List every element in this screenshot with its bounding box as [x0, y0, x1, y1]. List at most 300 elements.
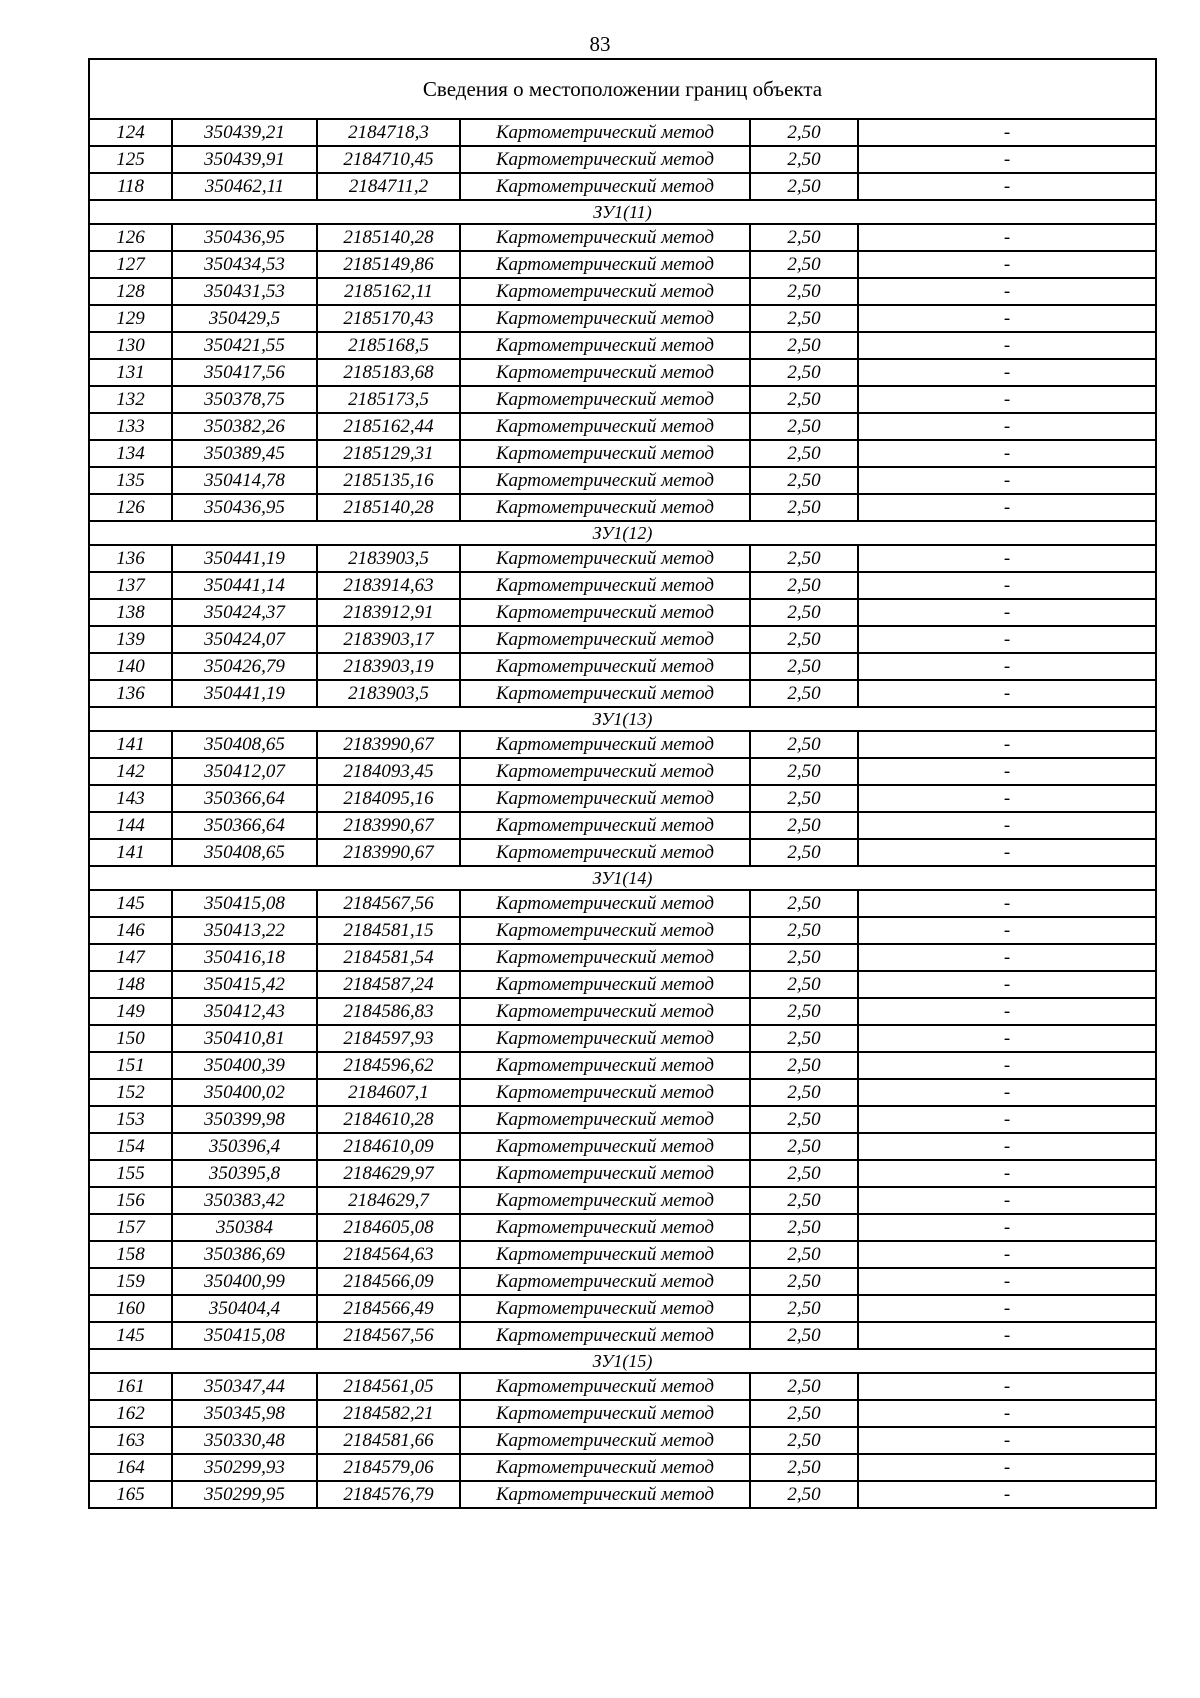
point-number-cell: 135: [89, 467, 172, 494]
method-cell: Картометрический метод: [460, 1025, 750, 1052]
point-number-cell: 152: [89, 1079, 172, 1106]
table-row: [89, 1214, 1156, 1241]
point-number-cell: 127: [89, 251, 172, 278]
description-cell: -: [858, 1322, 1156, 1349]
method-cell: Картометрический метод: [460, 359, 750, 386]
section-header-row: [89, 707, 1156, 731]
x-coordinate-cell: 350383,42: [172, 1187, 317, 1214]
method-cell: Картометрический метод: [460, 998, 750, 1025]
method-cell: Картометрический метод: [460, 599, 750, 626]
y-coordinate-cell: 2185183,68: [317, 359, 460, 386]
section-header-row: [89, 521, 1156, 545]
point-number-cell: 154: [89, 1133, 172, 1160]
y-coordinate-cell: 2183912,91: [317, 599, 460, 626]
y-coordinate-cell: 2185140,28: [317, 224, 460, 251]
accuracy-cell: 2,50: [750, 1241, 858, 1268]
description-cell: -: [858, 1268, 1156, 1295]
y-coordinate-cell: 2183990,67: [317, 731, 460, 758]
accuracy-cell: 2,50: [750, 1187, 858, 1214]
page-number: 83: [589, 32, 611, 56]
description-cell: -: [858, 839, 1156, 866]
x-coordinate-cell: 350408,65: [172, 731, 317, 758]
table-row: [89, 119, 1156, 146]
x-coordinate-cell: 350441,19: [172, 545, 317, 572]
point-number-cell: 145: [89, 1322, 172, 1349]
x-coordinate-cell: 350436,95: [172, 494, 317, 521]
y-coordinate-cell: 2184596,62: [317, 1052, 460, 1079]
x-coordinate-cell: 350415,42: [172, 971, 317, 998]
table-row: [89, 224, 1156, 251]
point-number-cell: 153: [89, 1106, 172, 1133]
description-cell: -: [858, 1241, 1156, 1268]
x-coordinate-cell: 350413,22: [172, 917, 317, 944]
accuracy-cell: 2,50: [750, 545, 858, 572]
accuracy-cell: 2,50: [750, 1400, 858, 1427]
method-cell: Картометрический метод: [460, 467, 750, 494]
table-row: [89, 278, 1156, 305]
description-cell: -: [858, 1079, 1156, 1106]
table-row: [89, 1295, 1156, 1322]
table-row: [89, 1322, 1156, 1349]
point-number-cell: 156: [89, 1187, 172, 1214]
accuracy-cell: 2,50: [750, 1025, 858, 1052]
table-row: [89, 1400, 1156, 1427]
accuracy-cell: 2,50: [750, 680, 858, 707]
accuracy-cell: 2,50: [750, 1454, 858, 1481]
point-number-cell: 151: [89, 1052, 172, 1079]
method-cell: Картометрический метод: [460, 413, 750, 440]
description-cell: -: [858, 386, 1156, 413]
accuracy-cell: 2,50: [750, 332, 858, 359]
description-cell: -: [858, 1295, 1156, 1322]
description-cell: -: [858, 890, 1156, 917]
accuracy-cell: 2,50: [750, 224, 858, 251]
table-row: [89, 917, 1156, 944]
point-number-cell: 126: [89, 224, 172, 251]
point-number-cell: 133: [89, 413, 172, 440]
y-coordinate-cell: 2184581,54: [317, 944, 460, 971]
method-cell: Картометрический метод: [460, 1322, 750, 1349]
boundary-coordinates-table: [88, 58, 1157, 1509]
accuracy-cell: 2,50: [750, 1160, 858, 1187]
method-cell: Картометрический метод: [460, 1106, 750, 1133]
x-coordinate-cell: 350400,02: [172, 1079, 317, 1106]
accuracy-cell: 2,50: [750, 944, 858, 971]
method-cell: Картометрический метод: [460, 1214, 750, 1241]
method-cell: Картометрический метод: [460, 332, 750, 359]
description-cell: -: [858, 626, 1156, 653]
description-cell: -: [858, 1373, 1156, 1400]
y-coordinate-cell: 2184581,66: [317, 1427, 460, 1454]
table-row: [89, 1106, 1156, 1133]
y-coordinate-cell: 2185162,44: [317, 413, 460, 440]
y-coordinate-cell: 2184710,45: [317, 146, 460, 173]
section-label: ЗУ1(12): [89, 521, 1156, 545]
method-cell: Картометрический метод: [460, 812, 750, 839]
description-cell: -: [858, 119, 1156, 146]
accuracy-cell: 2,50: [750, 890, 858, 917]
table-row: [89, 1025, 1156, 1052]
description-cell: -: [858, 494, 1156, 521]
table-row: [89, 998, 1156, 1025]
y-coordinate-cell: 2183914,63: [317, 572, 460, 599]
method-cell: Картометрический метод: [460, 626, 750, 653]
method-cell: Картометрический метод: [460, 758, 750, 785]
point-number-cell: 158: [89, 1241, 172, 1268]
table-row: [89, 386, 1156, 413]
table-row: [89, 1454, 1156, 1481]
y-coordinate-cell: 2185149,86: [317, 251, 460, 278]
x-coordinate-cell: 350384: [172, 1214, 317, 1241]
y-coordinate-cell: 2185173,5: [317, 386, 460, 413]
table-title: Сведения о местоположении границ объекта: [89, 59, 1156, 119]
point-number-cell: 137: [89, 572, 172, 599]
x-coordinate-cell: 350299,95: [172, 1481, 317, 1508]
x-coordinate-cell: 350439,21: [172, 119, 317, 146]
y-coordinate-cell: 2184576,79: [317, 1481, 460, 1508]
accuracy-cell: 2,50: [750, 812, 858, 839]
description-cell: -: [858, 1400, 1156, 1427]
accuracy-cell: 2,50: [750, 1481, 858, 1508]
method-cell: Картометрический метод: [460, 1187, 750, 1214]
point-number-cell: 131: [89, 359, 172, 386]
method-cell: Картометрический метод: [460, 278, 750, 305]
description-cell: -: [858, 998, 1156, 1025]
x-coordinate-cell: 350400,99: [172, 1268, 317, 1295]
x-coordinate-cell: 350378,75: [172, 386, 317, 413]
accuracy-cell: 2,50: [750, 146, 858, 173]
accuracy-cell: 2,50: [750, 251, 858, 278]
x-coordinate-cell: 350408,65: [172, 839, 317, 866]
method-cell: Картометрический метод: [460, 494, 750, 521]
accuracy-cell: 2,50: [750, 119, 858, 146]
accuracy-cell: 2,50: [750, 998, 858, 1025]
x-coordinate-cell: 350415,08: [172, 890, 317, 917]
table-row: [89, 1268, 1156, 1295]
method-cell: Картометрический метод: [460, 1373, 750, 1400]
description-cell: -: [858, 1025, 1156, 1052]
table-row: [89, 173, 1156, 200]
description-cell: -: [858, 599, 1156, 626]
y-coordinate-cell: 2184579,06: [317, 1454, 460, 1481]
table-row: [89, 494, 1156, 521]
description-cell: -: [858, 332, 1156, 359]
accuracy-cell: 2,50: [750, 467, 858, 494]
accuracy-cell: 2,50: [750, 1214, 858, 1241]
description-cell: -: [858, 1133, 1156, 1160]
x-coordinate-cell: 350414,78: [172, 467, 317, 494]
accuracy-cell: 2,50: [750, 440, 858, 467]
point-number-cell: 160: [89, 1295, 172, 1322]
description-cell: -: [858, 173, 1156, 200]
y-coordinate-cell: 2184566,09: [317, 1268, 460, 1295]
accuracy-cell: 2,50: [750, 1052, 858, 1079]
accuracy-cell: 2,50: [750, 305, 858, 332]
y-coordinate-cell: 2185129,31: [317, 440, 460, 467]
accuracy-cell: 2,50: [750, 599, 858, 626]
y-coordinate-cell: 2183903,5: [317, 545, 460, 572]
table-row: [89, 839, 1156, 866]
table-title-row: [89, 59, 1156, 119]
method-cell: Картометрический метод: [460, 545, 750, 572]
x-coordinate-cell: 350441,19: [172, 680, 317, 707]
y-coordinate-cell: 2185162,11: [317, 278, 460, 305]
y-coordinate-cell: 2183990,67: [317, 839, 460, 866]
method-cell: Картометрический метод: [460, 971, 750, 998]
method-cell: Картометрический метод: [460, 440, 750, 467]
x-coordinate-cell: 350366,64: [172, 785, 317, 812]
method-cell: Картометрический метод: [460, 572, 750, 599]
method-cell: Картометрический метод: [460, 917, 750, 944]
method-cell: Картометрический метод: [460, 1454, 750, 1481]
method-cell: Картометрический метод: [460, 1295, 750, 1322]
method-cell: Картометрический метод: [460, 1133, 750, 1160]
point-number-cell: 146: [89, 917, 172, 944]
table-row: [89, 785, 1156, 812]
method-cell: Картометрический метод: [460, 1268, 750, 1295]
x-coordinate-cell: 350412,07: [172, 758, 317, 785]
y-coordinate-cell: 2184718,3: [317, 119, 460, 146]
table-row: [89, 944, 1156, 971]
table-row: [89, 305, 1156, 332]
table-row: [89, 680, 1156, 707]
y-coordinate-cell: 2184587,24: [317, 971, 460, 998]
accuracy-cell: 2,50: [750, 971, 858, 998]
y-coordinate-cell: 2184597,93: [317, 1025, 460, 1052]
method-cell: Картометрический метод: [460, 839, 750, 866]
table-row: [89, 812, 1156, 839]
description-cell: -: [858, 785, 1156, 812]
table-row: [89, 1373, 1156, 1400]
accuracy-cell: 2,50: [750, 1322, 858, 1349]
description-cell: -: [858, 758, 1156, 785]
table-row: [89, 251, 1156, 278]
section-header-row: [89, 1349, 1156, 1373]
accuracy-cell: 2,50: [750, 917, 858, 944]
point-number-cell: 125: [89, 146, 172, 173]
description-cell: -: [858, 1160, 1156, 1187]
x-coordinate-cell: 350431,53: [172, 278, 317, 305]
y-coordinate-cell: 2184567,56: [317, 1322, 460, 1349]
accuracy-cell: 2,50: [750, 839, 858, 866]
table-row: [89, 758, 1156, 785]
table-row: [89, 1241, 1156, 1268]
x-coordinate-cell: 350424,07: [172, 626, 317, 653]
method-cell: Картометрический метод: [460, 785, 750, 812]
table-body: [89, 59, 1156, 1508]
accuracy-cell: 2,50: [750, 1079, 858, 1106]
y-coordinate-cell: 2184566,49: [317, 1295, 460, 1322]
table-row: [89, 1160, 1156, 1187]
point-number-cell: 148: [89, 971, 172, 998]
x-coordinate-cell: 350347,44: [172, 1373, 317, 1400]
point-number-cell: 129: [89, 305, 172, 332]
x-coordinate-cell: 350416,18: [172, 944, 317, 971]
accuracy-cell: 2,50: [750, 1106, 858, 1133]
x-coordinate-cell: 350404,4: [172, 1295, 317, 1322]
table-row: [89, 440, 1156, 467]
method-cell: Картометрический метод: [460, 1052, 750, 1079]
x-coordinate-cell: 350382,26: [172, 413, 317, 440]
y-coordinate-cell: 2185170,43: [317, 305, 460, 332]
method-cell: Картометрический метод: [460, 653, 750, 680]
y-coordinate-cell: 2183903,19: [317, 653, 460, 680]
point-number-cell: 118: [89, 173, 172, 200]
accuracy-cell: 2,50: [750, 359, 858, 386]
point-number-cell: 126: [89, 494, 172, 521]
description-cell: -: [858, 680, 1156, 707]
point-number-cell: 155: [89, 1160, 172, 1187]
table-row: [89, 731, 1156, 758]
description-cell: -: [858, 1481, 1156, 1508]
x-coordinate-cell: 350436,95: [172, 224, 317, 251]
accuracy-cell: 2,50: [750, 572, 858, 599]
table-row: [89, 359, 1156, 386]
description-cell: -: [858, 224, 1156, 251]
table-row: [89, 890, 1156, 917]
method-cell: Картометрический метод: [460, 173, 750, 200]
point-number-cell: 141: [89, 731, 172, 758]
y-coordinate-cell: 2184629,7: [317, 1187, 460, 1214]
description-cell: -: [858, 359, 1156, 386]
description-cell: -: [858, 1052, 1156, 1079]
table-row: [89, 1052, 1156, 1079]
table-row: [89, 1481, 1156, 1508]
point-number-cell: 140: [89, 653, 172, 680]
y-coordinate-cell: 2184607,1: [317, 1079, 460, 1106]
method-cell: Картометрический метод: [460, 1481, 750, 1508]
method-cell: Картометрический метод: [460, 890, 750, 917]
point-number-cell: 161: [89, 1373, 172, 1400]
x-coordinate-cell: 350396,4: [172, 1133, 317, 1160]
point-number-cell: 130: [89, 332, 172, 359]
y-coordinate-cell: 2184567,56: [317, 890, 460, 917]
description-cell: -: [858, 1187, 1156, 1214]
section-label: ЗУ1(15): [89, 1349, 1156, 1373]
accuracy-cell: 2,50: [750, 626, 858, 653]
accuracy-cell: 2,50: [750, 731, 858, 758]
table-row: [89, 971, 1156, 998]
description-cell: -: [858, 812, 1156, 839]
description-cell: -: [858, 440, 1156, 467]
y-coordinate-cell: 2185135,16: [317, 467, 460, 494]
description-cell: -: [858, 413, 1156, 440]
x-coordinate-cell: 350462,11: [172, 173, 317, 200]
x-coordinate-cell: 350441,14: [172, 572, 317, 599]
y-coordinate-cell: 2184581,15: [317, 917, 460, 944]
accuracy-cell: 2,50: [750, 1133, 858, 1160]
table-row: [89, 572, 1156, 599]
table-row: [89, 332, 1156, 359]
accuracy-cell: 2,50: [750, 386, 858, 413]
description-cell: -: [858, 917, 1156, 944]
point-number-cell: 136: [89, 680, 172, 707]
y-coordinate-cell: 2184711,2: [317, 173, 460, 200]
x-coordinate-cell: 350434,53: [172, 251, 317, 278]
description-cell: -: [858, 572, 1156, 599]
point-number-cell: 136: [89, 545, 172, 572]
y-coordinate-cell: 2183903,5: [317, 680, 460, 707]
x-coordinate-cell: 350429,5: [172, 305, 317, 332]
table-row: [89, 626, 1156, 653]
description-cell: -: [858, 1454, 1156, 1481]
table-row: [89, 545, 1156, 572]
table-row: [89, 1133, 1156, 1160]
accuracy-cell: 2,50: [750, 1373, 858, 1400]
y-coordinate-cell: 2184629,97: [317, 1160, 460, 1187]
point-number-cell: 164: [89, 1454, 172, 1481]
method-cell: Картометрический метод: [460, 1160, 750, 1187]
x-coordinate-cell: 350399,98: [172, 1106, 317, 1133]
y-coordinate-cell: 2184610,28: [317, 1106, 460, 1133]
point-number-cell: 143: [89, 785, 172, 812]
description-cell: -: [858, 653, 1156, 680]
accuracy-cell: 2,50: [750, 653, 858, 680]
x-coordinate-cell: 350366,64: [172, 812, 317, 839]
point-number-cell: 162: [89, 1400, 172, 1427]
accuracy-cell: 2,50: [750, 1427, 858, 1454]
section-label: ЗУ1(11): [89, 200, 1156, 224]
x-coordinate-cell: 350345,98: [172, 1400, 317, 1427]
method-cell: Картометрический метод: [460, 305, 750, 332]
point-number-cell: 142: [89, 758, 172, 785]
description-cell: -: [858, 1214, 1156, 1241]
description-cell: -: [858, 1427, 1156, 1454]
description-cell: -: [858, 545, 1156, 572]
y-coordinate-cell: 2184093,45: [317, 758, 460, 785]
point-number-cell: 139: [89, 626, 172, 653]
section-header-row: [89, 200, 1156, 224]
accuracy-cell: 2,50: [750, 1268, 858, 1295]
y-coordinate-cell: 2185168,5: [317, 332, 460, 359]
y-coordinate-cell: 2184095,16: [317, 785, 460, 812]
table-row: [89, 653, 1156, 680]
point-number-cell: 128: [89, 278, 172, 305]
method-cell: Картометрический метод: [460, 251, 750, 278]
point-number-cell: 132: [89, 386, 172, 413]
method-cell: Картометрический метод: [460, 944, 750, 971]
table-row: [89, 146, 1156, 173]
point-number-cell: 134: [89, 440, 172, 467]
y-coordinate-cell: 2183990,67: [317, 812, 460, 839]
description-cell: -: [858, 971, 1156, 998]
y-coordinate-cell: 2184586,83: [317, 998, 460, 1025]
y-coordinate-cell: 2184561,05: [317, 1373, 460, 1400]
y-coordinate-cell: 2184610,09: [317, 1133, 460, 1160]
point-number-cell: 157: [89, 1214, 172, 1241]
table-row: [89, 1187, 1156, 1214]
table-row: [89, 1079, 1156, 1106]
x-coordinate-cell: 350410,81: [172, 1025, 317, 1052]
x-coordinate-cell: 350417,56: [172, 359, 317, 386]
method-cell: Картометрический метод: [460, 386, 750, 413]
section-label: ЗУ1(13): [89, 707, 1156, 731]
y-coordinate-cell: 2184564,63: [317, 1241, 460, 1268]
method-cell: Картометрический метод: [460, 119, 750, 146]
x-coordinate-cell: 350395,8: [172, 1160, 317, 1187]
x-coordinate-cell: 350421,55: [172, 332, 317, 359]
description-cell: -: [858, 1106, 1156, 1133]
point-number-cell: 150: [89, 1025, 172, 1052]
x-coordinate-cell: 350426,79: [172, 653, 317, 680]
accuracy-cell: 2,50: [750, 278, 858, 305]
point-number-cell: 145: [89, 890, 172, 917]
description-cell: -: [858, 251, 1156, 278]
point-number-cell: 165: [89, 1481, 172, 1508]
description-cell: -: [858, 278, 1156, 305]
x-coordinate-cell: 350330,48: [172, 1427, 317, 1454]
x-coordinate-cell: 350386,69: [172, 1241, 317, 1268]
